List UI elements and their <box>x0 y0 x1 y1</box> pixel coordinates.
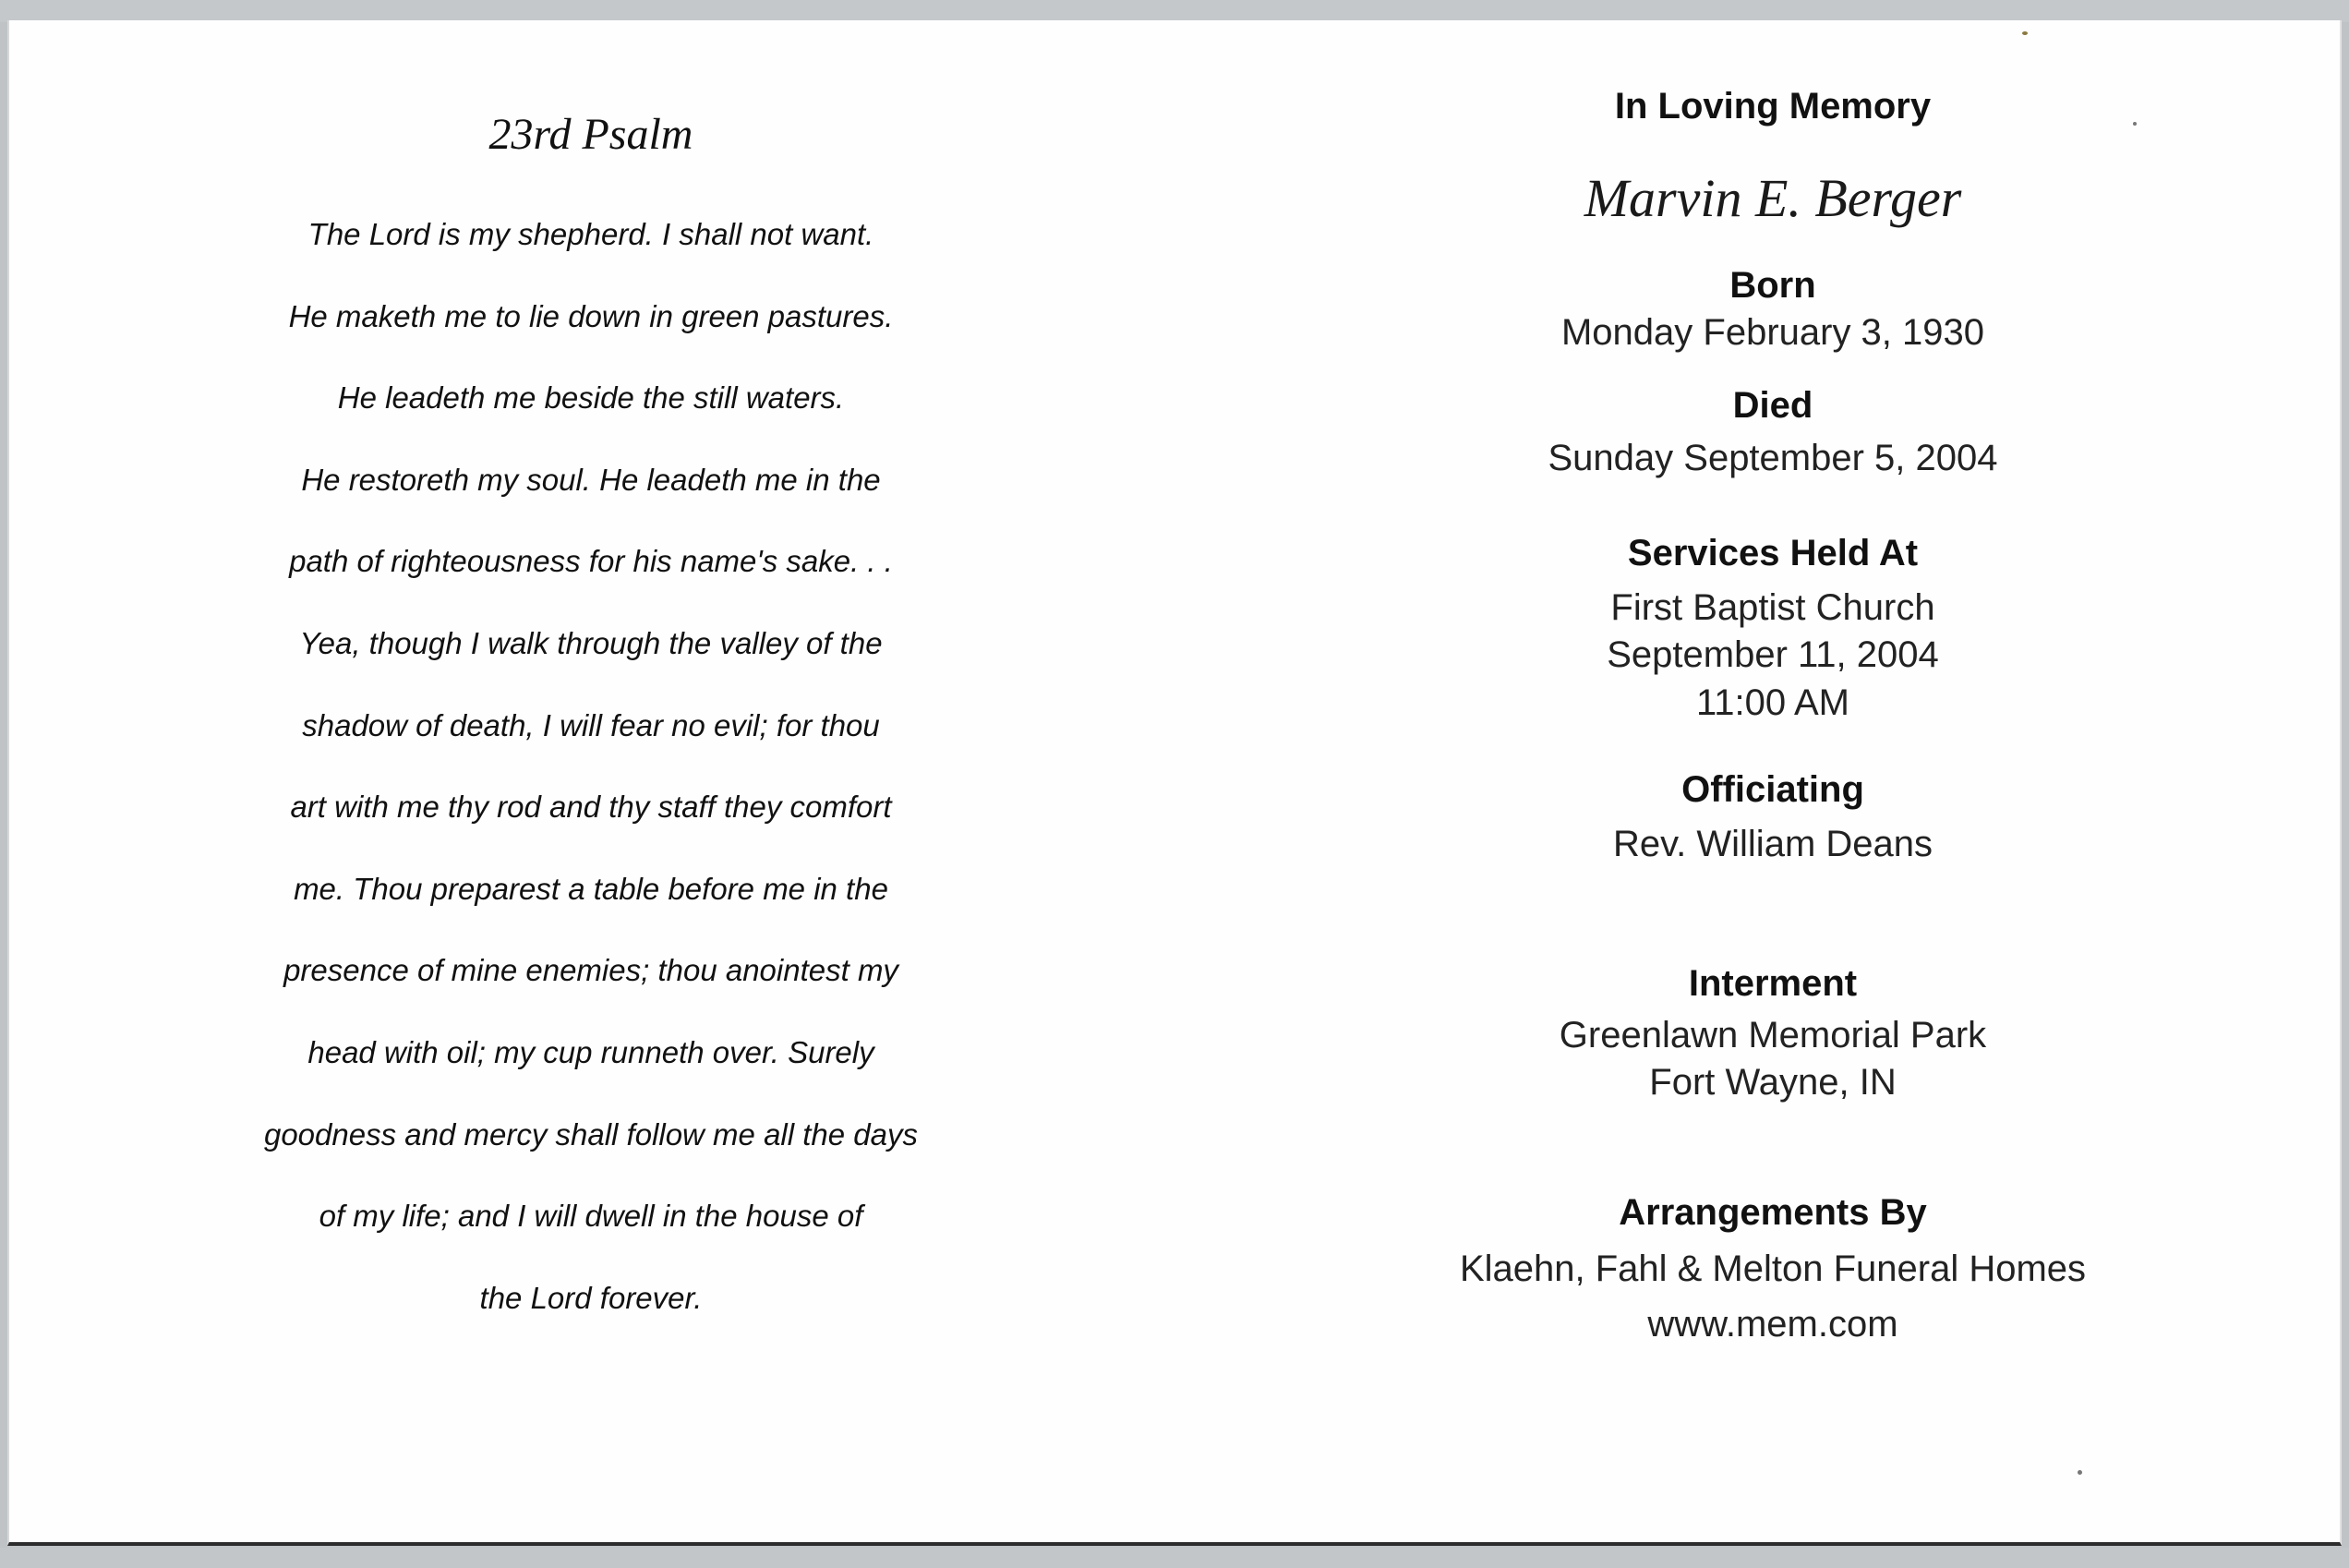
psalm-line: He maketh me to lie down in green pastures. <box>288 298 894 333</box>
scan-background-top <box>0 0 2349 22</box>
interment-city: Fort Wayne, IN <box>1649 1062 1897 1103</box>
services-label: Services Held At <box>1627 533 1919 573</box>
funeral-home-website: www.mem.com <box>1647 1304 1898 1345</box>
interment-place: Greenlawn Memorial Park <box>1559 1015 1987 1055</box>
deceased-name: Marvin E. Berger <box>1584 168 1962 228</box>
officiating-name: Rev. William Deans <box>1613 824 1933 864</box>
psalm-line: goodness and mercy shall follow me all the days <box>263 1116 919 1152</box>
psalm-line: He leadeth me beside the still waters. <box>337 380 845 416</box>
psalm-line: head with oil; my cup runneth over. Surely <box>307 1034 874 1069</box>
services-date: September 11, 2004 <box>1607 634 1939 675</box>
psalm-line: shadow of death, I will fear no evil; for thou <box>302 707 880 742</box>
psalm-line: the Lord forever. <box>479 1280 703 1315</box>
psalm-line: He restoreth my soul. He leadeth me in the <box>301 462 881 497</box>
died-date: Sunday September 5, 2004 <box>1548 438 1998 478</box>
interment-label: Interment <box>1688 963 1858 1004</box>
psalm-text <box>212 212 970 1357</box>
arrangements-funeral-home: Klaehn, Fahl & Melton Funeral Homes <box>1459 1248 2087 1289</box>
born-date: Monday February 3, 1930 <box>1560 312 1985 353</box>
scan-background-bottom <box>0 1548 2349 1568</box>
psalm-line: The Lord is my shepherd. I shall not want. <box>307 217 874 251</box>
officiating-label: Officiating <box>1681 769 1864 810</box>
scan-speck <box>2078 1470 2082 1475</box>
services-place: First Baptist Church <box>1610 587 1935 628</box>
arrangements-label: Arrangements By <box>1619 1192 1927 1233</box>
psalm-line: path of righteousness for his name's sake. . . <box>289 544 893 579</box>
memorial-card <box>7 20 2342 1546</box>
psalm-line: of my life; and I will dwell in the house of <box>319 1199 863 1234</box>
psalm-line: art with me thy rod and thy staff they comfort <box>290 790 892 825</box>
psalm-line: Yea, though I walk through the valley of the <box>299 625 883 660</box>
scan-speck <box>2133 122 2137 126</box>
psalm-title: 23rd Psalm <box>488 110 693 159</box>
scan-speck <box>2022 31 2028 35</box>
psalm-line: presence of mine enemies; thou anointest my <box>283 953 898 988</box>
services-time: 11:00 AM <box>1695 682 1850 723</box>
memorial-heading: In Loving Memory <box>1614 86 1932 127</box>
born-label: Born <box>1729 265 1816 306</box>
died-label: Died <box>1732 385 1813 426</box>
psalm-line: me. Thou preparest a table before me in the <box>294 871 888 906</box>
